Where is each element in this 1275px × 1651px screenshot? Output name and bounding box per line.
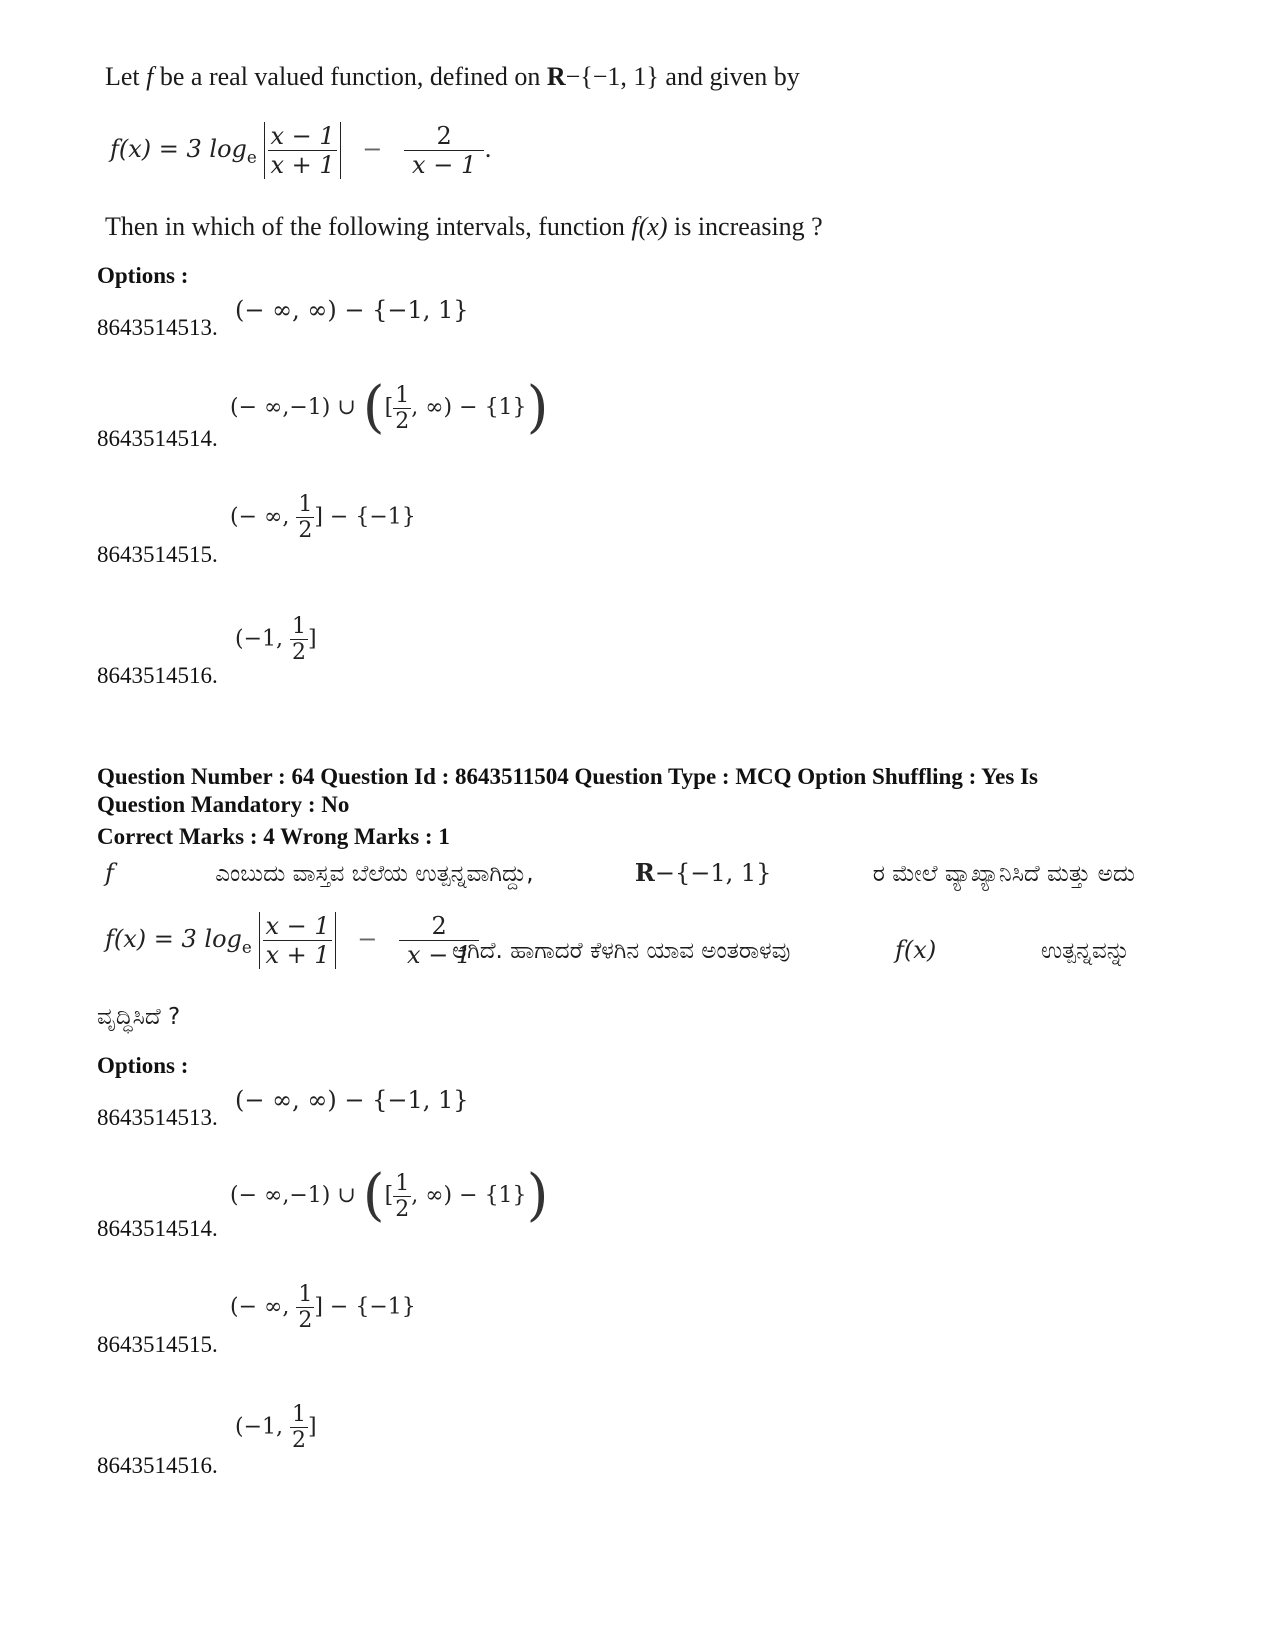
kn-part2: ರ ಮೇಲೆ ವ್ಯಾಖ್ಯಾನಿಸಿದೆ ಮತ್ತು ಅದು	[872, 861, 1135, 887]
ask-suffix: is increasing ?	[673, 212, 823, 241]
abs-fraction	[264, 122, 340, 179]
question-kn-line1	[105, 858, 1135, 887]
option-expr-b: ∞) − {1}	[425, 395, 527, 420]
kn-domain-R: R	[634, 858, 655, 887]
formula-lhs: f(x) = 3 log	[110, 135, 247, 163]
half-num: 1	[298, 492, 313, 517]
half-num: 1	[395, 382, 410, 408]
kn-formula-minus: −	[357, 925, 378, 953]
half-num: 1	[298, 1282, 313, 1307]
frac-denominator: x − 1	[404, 150, 484, 179]
option-expr-a: (− ∞,−1) ∪	[230, 395, 356, 420]
option-expr-b: ∞) − {1}	[425, 1183, 527, 1208]
meta-line-1: Question Number : 64 Question Id : 8643511504 Question Type : MCQ Option Shuffling : Yes Is	[97, 764, 1038, 789]
half-num: 1	[395, 1170, 410, 1196]
option-expr	[230, 1282, 416, 1333]
kn-abs-fraction	[259, 912, 335, 969]
meta-line-2: Question Mandatory : No	[97, 792, 350, 817]
option-expr-a: (−1,	[235, 1414, 284, 1440]
question-meta	[97, 763, 1187, 851]
option-id[interactable]: 8643514515.	[97, 1332, 218, 1357]
half-den: 2	[395, 1196, 410, 1222]
option-expr: (− ∞, ∞) − {−1, 1}	[235, 296, 469, 324]
kn-log-base: e	[241, 937, 252, 957]
intro-prefix: Let	[105, 62, 140, 91]
domain-set: −{−1, 1}	[565, 62, 659, 91]
meta-line-3: Correct Marks : 4 Wrong Marks : 1	[97, 824, 450, 849]
kn-function-formula	[105, 912, 479, 969]
kn-fx: f(x)	[895, 936, 937, 964]
option-expr-b: ]	[308, 1414, 317, 1440]
kn-part4: ಉತ್ಪನ್ನವನ್ನು	[1040, 938, 1130, 964]
option-expr-a: (− ∞,−1) ∪	[230, 1183, 356, 1208]
option-expr-b: ]	[308, 626, 317, 652]
function-formula	[110, 122, 492, 179]
question-ask	[105, 212, 823, 242]
option-expr-b: ] − {−1}	[314, 1294, 416, 1320]
question-kn-line2	[452, 936, 1130, 964]
kn-domain-set: −{−1, 1}	[654, 859, 772, 887]
formula-end: .	[484, 135, 492, 163]
question-intro	[105, 62, 800, 92]
half-den: 2	[298, 1308, 313, 1333]
frac-numerator: 2	[436, 122, 452, 150]
option-id[interactable]: 8643514513.	[97, 1105, 218, 1130]
kn-part1: ಎಂಬುದು ವಾಸ್ತವ ಬೆಲೆಯ ಉತ್ಪನ್ನವಾಗಿದ್ದು,	[215, 861, 534, 887]
option-expr	[235, 614, 317, 665]
log-base: e	[246, 147, 257, 167]
formula-minus: −	[362, 135, 383, 163]
option-expr-a: (− ∞,	[230, 504, 290, 530]
kn-abs-denominator: x + 1	[265, 941, 330, 969]
half-num: 1	[292, 614, 307, 639]
option-id[interactable]: 8643514514.	[97, 426, 218, 451]
half-den: 2	[292, 1428, 307, 1453]
abs-numerator: x − 1	[270, 122, 335, 150]
option-id[interactable]: 8643514513.	[97, 315, 218, 340]
option-expr-a: (−1,	[235, 626, 284, 652]
option-expr-b: ] − {−1}	[314, 504, 416, 530]
option-expr: (− ∞,−1) ∪ ([ $\frac{1}{2}$ , ∞) − {1})	[230, 1163, 549, 1228]
ask-prefix: Then in which of the following intervals, function	[105, 212, 625, 241]
second-fraction	[404, 122, 484, 179]
kn-formula-lhs: f(x) = 3 log	[105, 925, 242, 953]
intro-suffix: and given by	[665, 62, 800, 91]
abs-denominator: x + 1	[270, 151, 335, 179]
option-id[interactable]: 8643514516.	[97, 1453, 218, 1478]
question-kn-line3: ವೃದ್ಧಿಸಿದೆ ?	[97, 1004, 181, 1030]
intro-mid: be a real valued function, defined on	[159, 62, 541, 91]
options-label: Options :	[97, 263, 189, 288]
options-label: Options :	[97, 1053, 189, 1078]
option-expr: (− ∞, ∞) − {−1, 1}	[235, 1086, 469, 1114]
kn-part3: ಆಗಿದೆ. ಹಾಗಾದರೆ ಕೆಳಗಿನ ಯಾವ ಅಂತರಾಳವು	[452, 938, 791, 964]
ask-fx: f(x)	[631, 212, 668, 241]
kn-function-symbol: f	[105, 859, 114, 887]
option-id[interactable]: 8643514514.	[97, 1216, 218, 1241]
option-expr	[230, 492, 416, 543]
function-symbol: f	[146, 62, 154, 91]
half-den: 2	[298, 518, 313, 543]
half-num: 1	[292, 1402, 307, 1427]
half-den: 2	[395, 408, 410, 434]
option-expr	[235, 1402, 317, 1453]
kn-abs-numerator: x − 1	[265, 912, 330, 940]
option-id[interactable]: 8643514515.	[97, 542, 218, 567]
option-id[interactable]: 8643514516.	[97, 663, 218, 688]
kn-frac-numerator: 2	[431, 912, 447, 940]
kn-frac-denominator: x − 1	[399, 940, 479, 969]
option-expr: (− ∞,−1) ∪ ([ $\frac{1}{2}$ , ∞) − {1})	[230, 375, 549, 440]
half-den: 2	[292, 640, 307, 665]
domain-R: R	[546, 62, 566, 91]
option-expr-a: (− ∞,	[230, 1294, 290, 1320]
